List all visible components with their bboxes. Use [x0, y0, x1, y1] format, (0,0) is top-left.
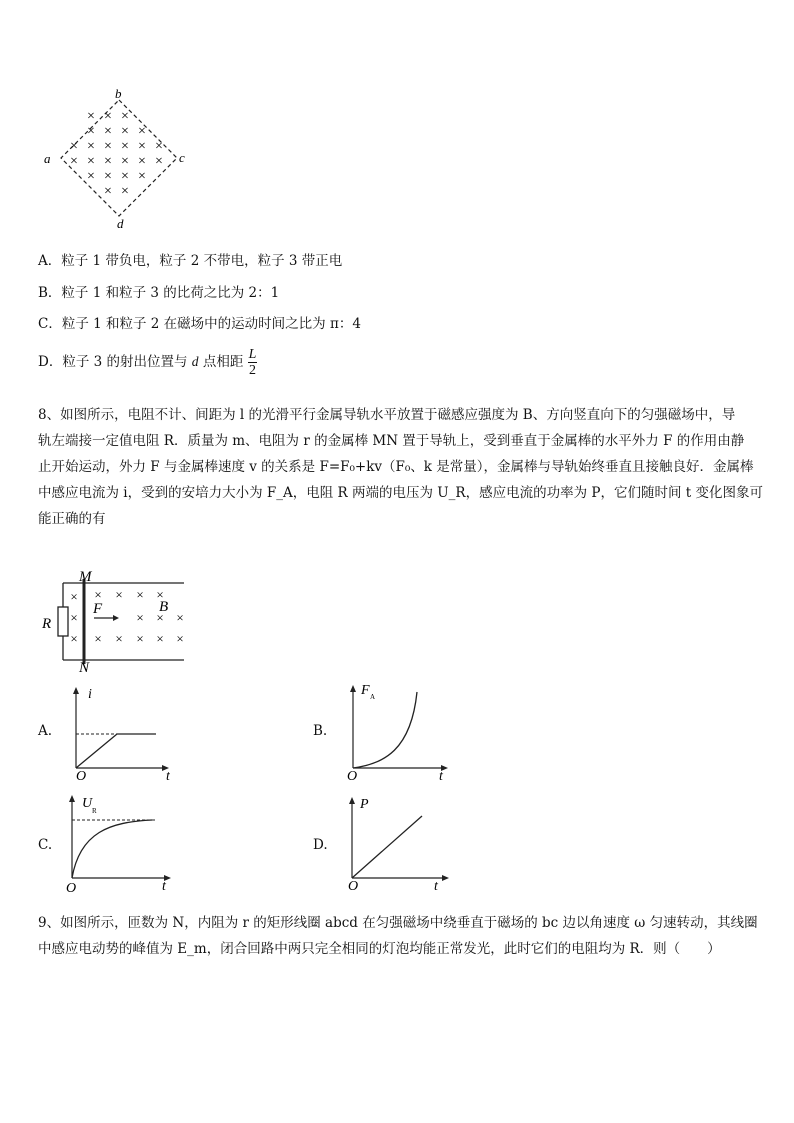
field-cross-mark: ×: [121, 139, 129, 154]
q7-option-d-mid: 点相距: [202, 354, 244, 370]
fraction-l-over-2: [248, 347, 258, 378]
fraction-denominator: 2: [249, 363, 257, 378]
field-cross-mark: ×: [115, 631, 123, 646]
x-label: t: [434, 879, 438, 894]
fraction-numerator: L: [248, 347, 257, 362]
graph-d-letter: D.: [313, 837, 328, 853]
field-cross-mark: ×: [156, 587, 164, 602]
field-cross-mark: ×: [155, 139, 163, 154]
field-cross-mark: ×: [87, 124, 95, 139]
y-label: P: [360, 797, 369, 812]
graph-c: [60, 792, 176, 896]
field-cross-mark: ×: [87, 169, 95, 184]
field-cross-mark: ×: [70, 139, 78, 154]
field-cross-mark: ×: [136, 587, 144, 602]
origin-label: O: [347, 769, 358, 782]
x-label: t: [162, 879, 166, 894]
field-cross-mark: ×: [115, 587, 123, 602]
q8-line-5: 能正确的有: [38, 511, 106, 527]
rail-circuit-diagram: [36, 566, 196, 674]
graph-c-letter: C.: [38, 837, 53, 853]
field-cross-mark: ×: [138, 154, 146, 169]
voltage-curve: [72, 820, 152, 878]
question-8-text: [38, 402, 763, 532]
circuit-field-crosses: [70, 587, 183, 646]
field-cross-mark: ×: [121, 109, 129, 124]
q8-line-4: 中感应电流为 i，受到的安培力大小为 F_A，电阻 R 两端的电压为 U_R，感应电流的功率为 P，它们随时间 t 变化图象可: [38, 485, 763, 501]
current-curve: [76, 734, 156, 768]
q7-option-a: A．粒子 1 带负电，粒子 2 不带电，粒子 3 带正电: [38, 253, 343, 269]
force-curve: [353, 692, 417, 768]
field-cross-mark: ×: [138, 169, 146, 184]
field-cross-mark: ×: [104, 139, 112, 154]
x-axis-arrow: [442, 875, 449, 881]
field-cross-mark: ×: [121, 124, 129, 139]
field-cross-mark: ×: [136, 631, 144, 646]
field-cross-mark: ×: [70, 631, 78, 646]
x-label: t: [166, 769, 170, 782]
y-label-sub: R: [92, 807, 97, 815]
field-cross-mark: ×: [155, 154, 163, 169]
field-cross-mark: ×: [104, 154, 112, 169]
field-cross-mark: ×: [104, 109, 112, 124]
force-arrow-head: [113, 615, 119, 621]
field-cross-mark: ×: [121, 184, 129, 199]
q7-option-d-var: d: [191, 354, 199, 369]
origin-label: O: [348, 879, 359, 894]
q7-option-d: [38, 347, 257, 378]
y-label-sub: A: [370, 693, 376, 701]
q7-option-d-prefix: D．粒子 3 的射出位置与: [38, 354, 188, 370]
field-cross-mark: ×: [104, 184, 112, 199]
label-d: d: [117, 216, 124, 231]
field-cross-mark: ×: [104, 124, 112, 139]
field-cross-mark: ×: [94, 631, 102, 646]
field-cross-mark: ×: [121, 169, 129, 184]
y-label: U: [82, 796, 93, 811]
y-axis-arrow: [350, 685, 356, 692]
graph-d: [338, 794, 458, 894]
field-cross-mark: ×: [136, 610, 144, 625]
field-cross-mark: ×: [176, 610, 184, 625]
field-cross-mark: ×: [70, 154, 78, 169]
q9-line-1: 9、如图所示，匝数为 N，内阻为 r 的矩形线圈 abcd 在匀强磁场中绕垂直于磁场的 bc 边以角速度 ω 匀速转动，其线圈: [38, 915, 758, 931]
origin-label: O: [76, 769, 87, 782]
field-cross-mark: ×: [70, 610, 78, 625]
y-label: i: [88, 687, 92, 702]
field-cross-mark: ×: [176, 631, 184, 646]
square-field-diagram: [40, 86, 200, 232]
q8-line-2: 轨左端接一定值电阻 R．质量为 m、电阻为 r 的金属棒 MN 置于导轨上，受到垂直于金属棒的水平外力 F 的作用由静: [38, 433, 745, 449]
field-cross-mark: ×: [87, 109, 95, 124]
label-f: F: [93, 601, 103, 617]
q8-line-3: 止开始运动，外力 F 与金属棒速度 v 的关系是 F=F₀+kv（F₀、k 是常量），金属棒与导轨始终垂直且接触良好．金属棒: [38, 459, 754, 475]
field-cross-mark: ×: [138, 124, 146, 139]
question-9-text: [38, 910, 756, 962]
y-axis-arrow: [69, 795, 75, 802]
graph-b-letter: B.: [313, 723, 328, 739]
field-cross-mark: ×: [104, 169, 112, 184]
label-a: a: [44, 151, 51, 166]
field-cross-mark: ×: [138, 139, 146, 154]
y-axis-arrow: [73, 687, 79, 694]
field-cross-mark: ×: [156, 631, 164, 646]
y-axis-arrow: [349, 797, 355, 804]
x-label: t: [439, 769, 443, 782]
q7-option-c: C．粒子 1 和粒子 2 在磁场中的运动时间之比为 π：4: [38, 316, 361, 332]
label-c: c: [179, 150, 185, 165]
field-cross-mark: ×: [94, 587, 102, 602]
resistor: [58, 607, 68, 636]
field-cross-mark: ×: [87, 139, 95, 154]
graph-a: [62, 684, 170, 782]
field-cross-mark: ×: [70, 589, 78, 604]
q9-line-2: 中感应电动势的峰值为 E_m，闭合回路中两只完全相同的灯泡均能正常发光，此时它们的电阻均为 R．则（ ）: [38, 941, 721, 957]
power-line: [352, 816, 422, 878]
q8-line-1: 8、如图所示，电阻不计、间距为 l 的光滑平行金属导轨水平放置于磁感应强度为 B、方向竖直向下的匀强磁场中，导: [38, 407, 736, 423]
label-n: N: [79, 660, 90, 674]
graph-b: [339, 680, 451, 782]
label-b: b: [115, 86, 122, 101]
origin-label: O: [66, 881, 77, 896]
y-label: F: [361, 683, 370, 698]
field-cross-mark: ×: [121, 154, 129, 169]
label-m: M: [79, 569, 92, 585]
label-r: R: [42, 616, 52, 632]
field-cross-mark: ×: [87, 154, 95, 169]
graph-a-letter: A.: [38, 723, 53, 739]
label-b-field: B: [159, 599, 169, 615]
q7-option-b: B．粒子 1 和粒子 3 的比荷之比为 2：1: [38, 285, 280, 301]
field-cross-mark: ×: [156, 610, 164, 625]
